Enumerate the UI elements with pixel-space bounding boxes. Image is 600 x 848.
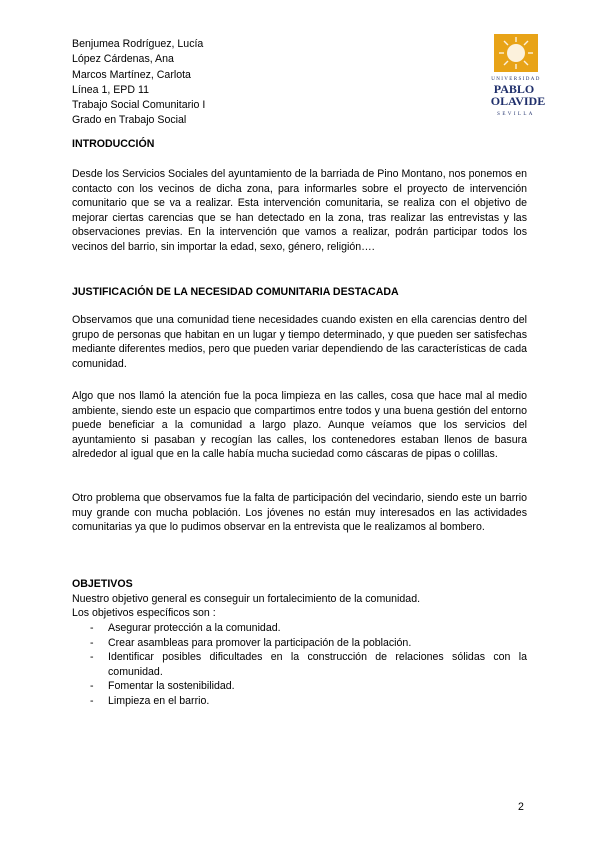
list-item-text: Crear asambleas para promover la participación de la población. xyxy=(108,636,412,649)
logo-top-text: UNIVERSIDAD xyxy=(491,77,541,82)
logo-bottom-text: SEVILLA xyxy=(497,112,535,117)
bullet-dash: - xyxy=(90,622,94,634)
list-item xyxy=(72,636,527,651)
list-item-text: Limpieza en el barrio. xyxy=(108,694,210,707)
header-line-author-1: Benjumea Rodríguez, Lucía xyxy=(72,38,204,50)
sun-icon xyxy=(494,34,538,72)
objetivos-title: OBJETIVOS xyxy=(72,578,133,590)
list-item-text: Asegurar protección a la comunidad. xyxy=(108,622,281,634)
list-item-text: Fomentar la sostenibilidad. xyxy=(108,680,235,693)
list-item xyxy=(72,679,527,694)
logo-name-line1: PABLO xyxy=(493,82,535,96)
justificacion-paragraph-3: Otro problema que observamos fue la falta de participación del vecindario, siendo este un barrio muy grande con mucha población. Los jóvenes no están muy interesados en las actividades comunitarias ya que lo pudimos observar en la entrevista que le realizamos al bombero. xyxy=(72,492,527,534)
list-item xyxy=(72,694,527,709)
header-line-author-2: López Cárdenas, Ana xyxy=(72,53,174,66)
header-line-degree: Grado en Trabajo Social xyxy=(72,114,187,127)
university-logo xyxy=(480,32,552,120)
introduccion-title: INTRODUCCIÓN xyxy=(72,138,155,150)
objetivos-especificos-intro: Los objetivos específicos son : xyxy=(72,607,216,619)
introduccion-paragraph: Desde los Servicios Sociales del ayuntamiento de la barriada de Pino Montano, nos ponemos en contacto con los vecinos de dicha zona, para informarles sobre el proyecto de intervención comunitario que se va a realizar. Esta intervención comunitaria, se realiza con el objetivo de mejorar ciertas carencias que se han detectado en la zona, tras realizar las entrevistas y las observaciones previas. En la intervención que vamos a realizar, podrán participar todos los vecinos del barrio, sin importar la edad, sexo, género, religión…. xyxy=(72,168,527,253)
header-line-author-3: Marcos Martínez, Carlota xyxy=(72,68,191,81)
justificacion-paragraph-1: Observamos que una comunidad tiene necesidades cuando existen en ella carencias dentro del grupo de personas que habitan en un lugar y tiempo determinado, y que pueden ser satisfechas mediante diferentes medios, pero que pueden variar dependiendo de las características de cada comunidad. xyxy=(72,314,527,370)
page-number: 2 xyxy=(518,801,524,813)
author-header xyxy=(72,37,205,129)
list-item xyxy=(72,621,527,636)
objetivo-general: Nuestro objetivo general es conseguir un fortalecimiento de la comunidad. xyxy=(72,593,421,605)
list-item xyxy=(72,650,527,679)
objetivos-list xyxy=(72,621,527,709)
bullet-dash: - xyxy=(90,636,94,649)
bullet-dash: - xyxy=(90,651,94,664)
header-line-group: Línea 1, EPD 11 xyxy=(72,83,149,96)
justificacion-title: JUSTIFICACIÓN DE LA NECESIDAD COMUNITARIA DESTACADA xyxy=(72,286,399,298)
list-item-text: Identificar posibles dificultades en la construcción de relaciones sólidas con la comunidad. xyxy=(108,651,527,678)
header-line-course: Trabajo Social Comunitario I xyxy=(72,99,206,112)
justificacion-paragraph-2: Algo que nos llamó la atención fue la poca limpieza en las calles, cosa que hace mal al medio ambiente, siendo este un espacio que compartimos entre todos y una buena gestión del entorno puede beneficiar a la comunidad a largo plazo. Aunque veíamos que los servicios del ayuntamiento si pasaban y recogían las calles, los contenedores estaban llenos de basura alrededor al igual que en la calle había mucha suciedad como cáscaras de pipas o colillas. xyxy=(72,390,527,461)
logo-name-line2: OLAVIDE xyxy=(490,94,546,108)
bullet-dash: - xyxy=(90,694,94,707)
bullet-dash: - xyxy=(90,680,94,693)
